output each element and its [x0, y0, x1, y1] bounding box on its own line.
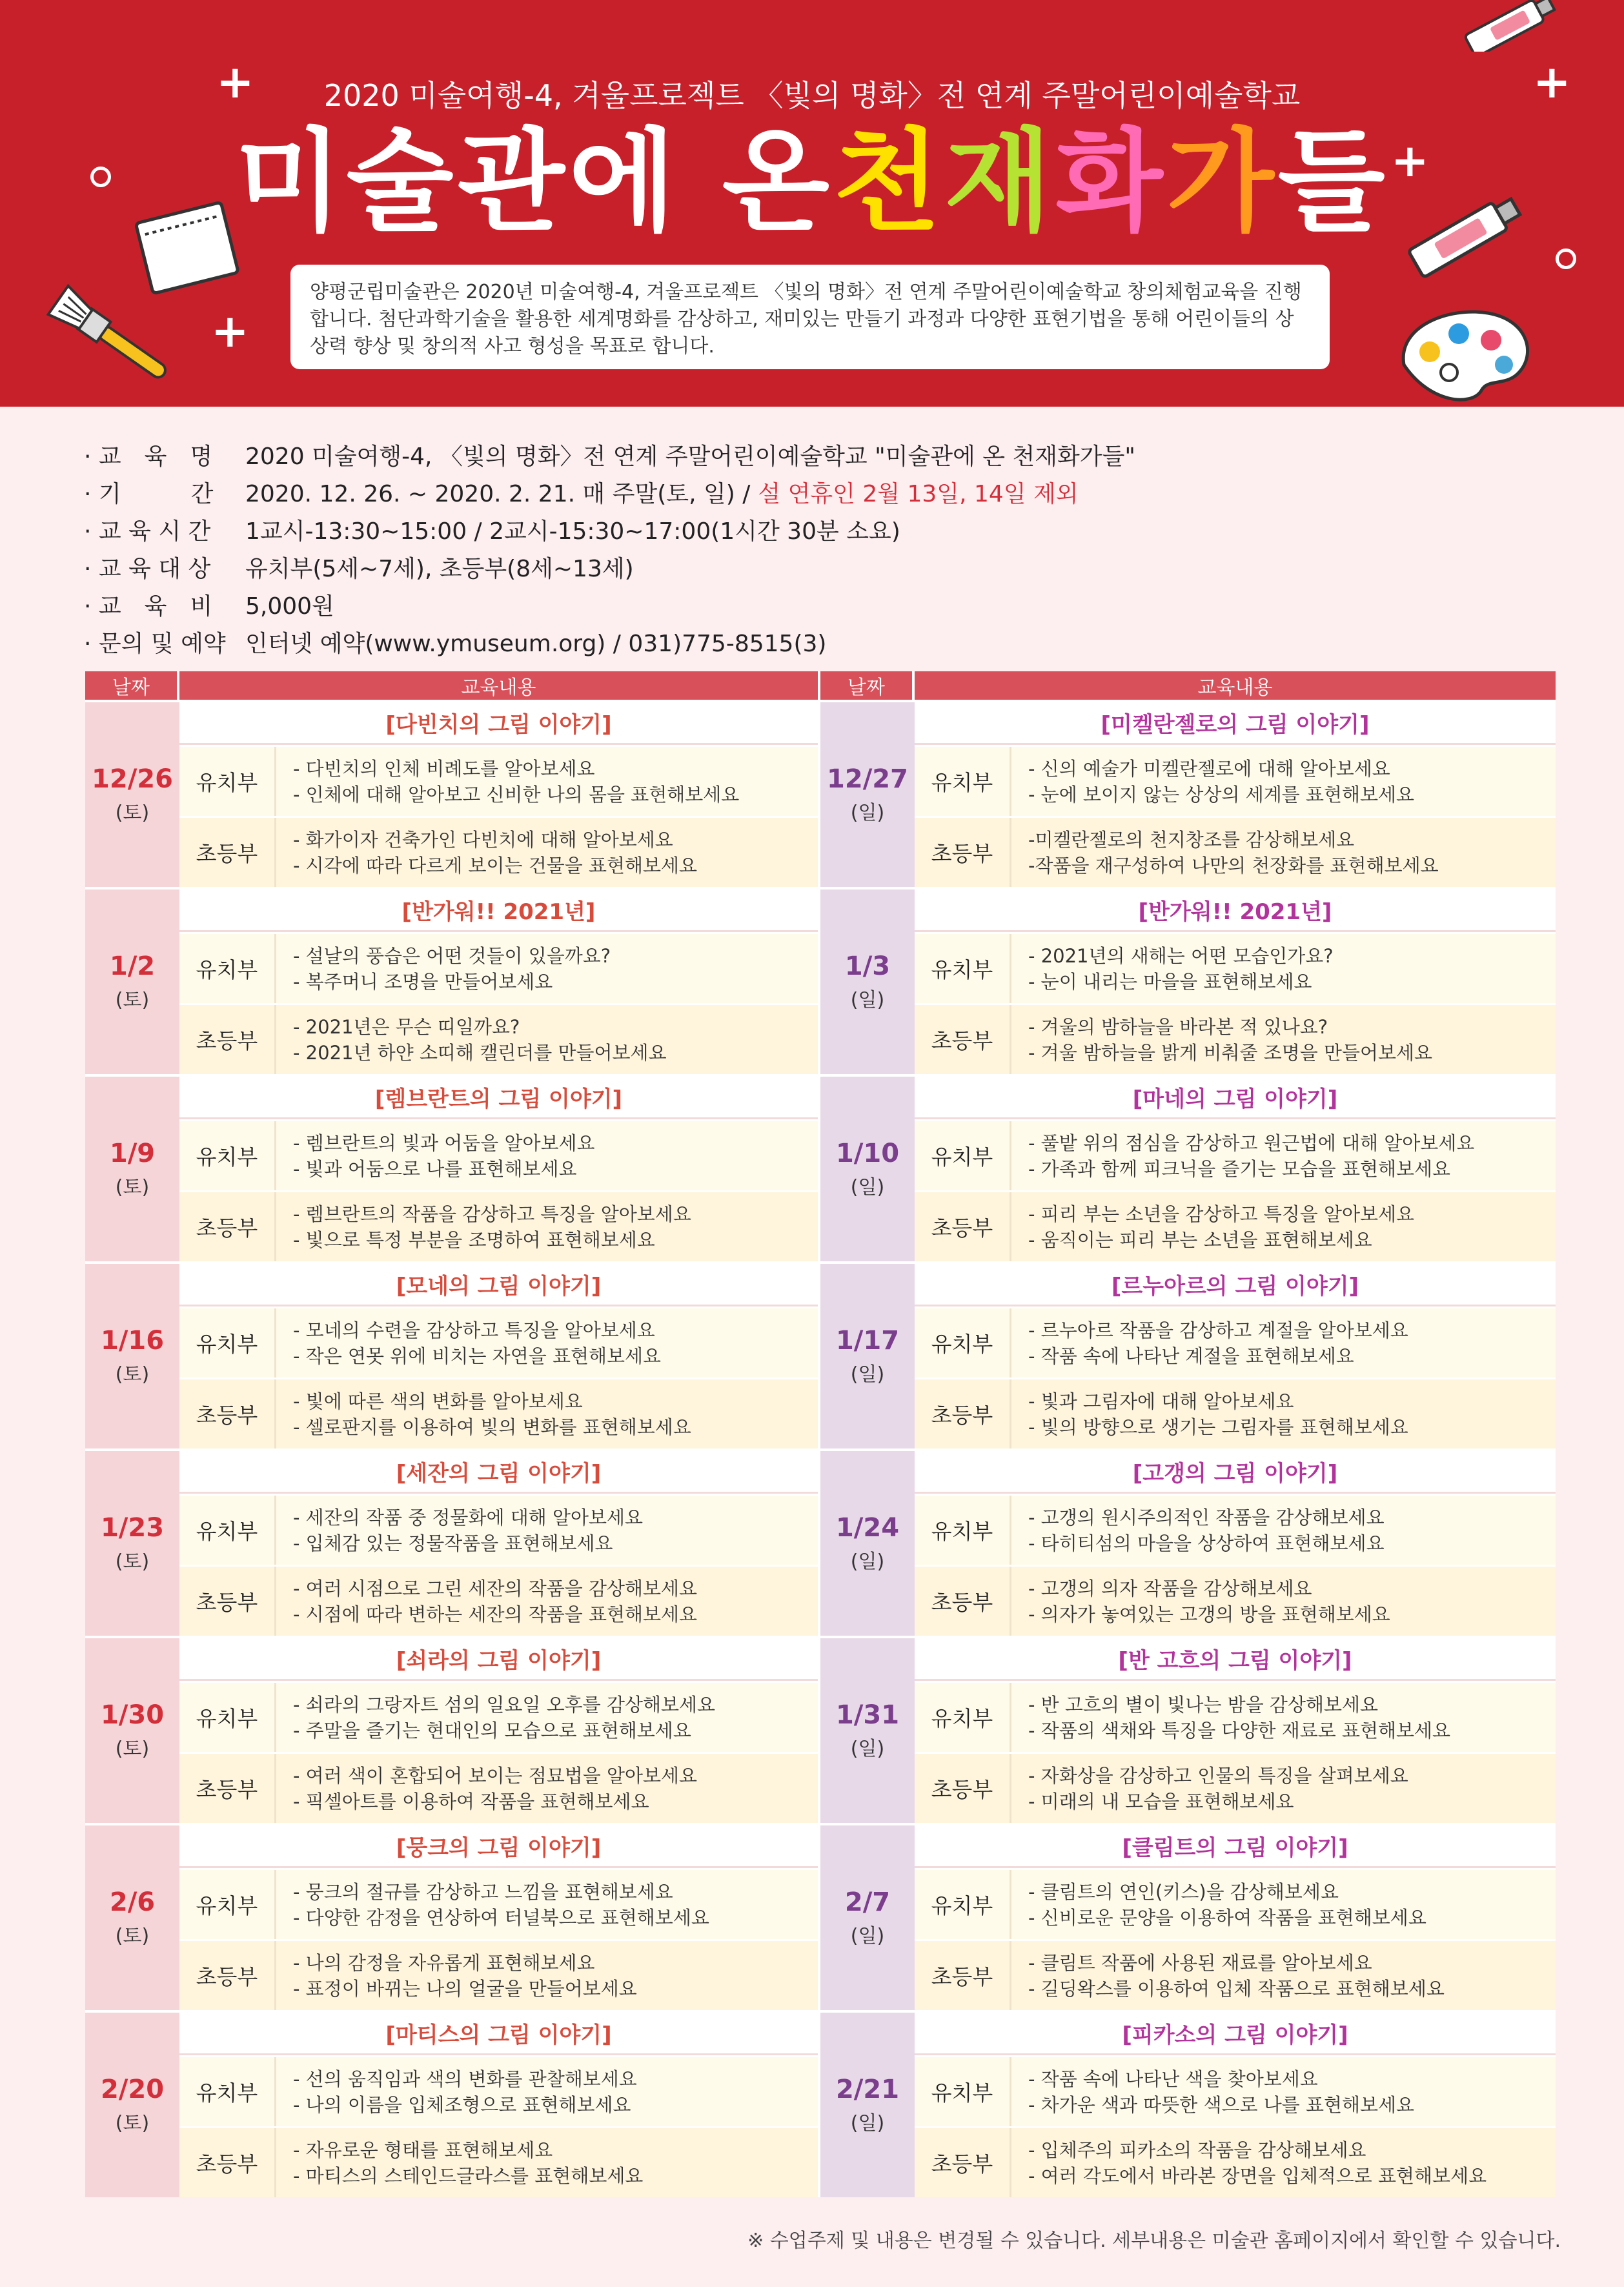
date-weekday: (토) — [115, 1363, 150, 1386]
session-topic: [피카소의 그림 이야기] — [915, 2013, 1556, 2055]
title-letter: 가 — [1166, 117, 1278, 247]
level-label: 초등부 — [915, 2128, 1011, 2197]
footnote: ※ 수업주제 및 내용은 변경될 수 있습니다. 세부내용은 미술관 홈페이지에서 확인할 수 있습니다. — [747, 2230, 1561, 2252]
content-cell — [179, 2013, 820, 2197]
activity-text — [276, 1567, 818, 1636]
activity-line: - 주말을 즐기는 현대인의 모습으로 표현해보세요 — [293, 1719, 691, 1742]
activity-line: - 나의 이름을 입체조형으로 표현해보세요 — [293, 2093, 631, 2116]
title-part1: 미술관에 온 — [235, 117, 833, 247]
level-label: 초등부 — [915, 818, 1011, 887]
info-row — [84, 511, 1135, 548]
activity-text — [1011, 1005, 1556, 1074]
activity-line: - 겨울 밤하늘을 밝게 비춰줄 조명을 만들어보세요 — [1028, 1041, 1433, 1064]
activity-line: - 반 고흐의 별이 빛나는 밤을 감상해보세요 — [1028, 1693, 1379, 1716]
level-label: 초등부 — [915, 1754, 1011, 1823]
elem-row — [179, 1377, 818, 1448]
date-number: 1/31 — [835, 1700, 900, 1730]
activity-line: - 여러 시점으로 그린 세잔의 작품을 감상해보세요 — [293, 1577, 698, 1600]
date-weekday: (일) — [850, 1363, 885, 1386]
level-label: 초등부 — [179, 2128, 276, 2197]
activity-text — [276, 2128, 818, 2197]
paint-tube-icon — [1452, 0, 1568, 52]
date-number: 1/10 — [835, 1139, 900, 1168]
activity-line: - 2021년은 무슨 띠일까요? — [293, 1015, 520, 1038]
activity-line: - 픽셀아트를 이용하여 작품을 표현해보세요 — [293, 1790, 649, 1813]
header-content: 교육내용 — [915, 671, 1556, 700]
activity-line: - 차가운 색과 따뜻한 색으로 나를 표현해보세요 — [1028, 2093, 1415, 2116]
kinder-row — [915, 1681, 1556, 1752]
info-value: 인터넷 예약(www.ymuseum.org) / 031)775-8515(3) — [245, 630, 827, 657]
activity-text — [1011, 2057, 1556, 2126]
activity-text — [276, 1683, 818, 1752]
activity-line: - 복주머니 조명을 만들어보세요 — [293, 970, 553, 993]
activity-text — [1011, 1683, 1556, 1752]
level-label: 유치부 — [179, 1308, 276, 1377]
content-cell — [915, 1077, 1556, 1261]
date-weekday: (일) — [850, 989, 885, 1011]
activity-text — [1011, 1567, 1556, 1636]
activity-line: - 작은 연못 위에 비치는 자연을 표현해보세요 — [293, 1345, 662, 1367]
header-date: 날짜 — [85, 671, 179, 700]
palette-icon — [1391, 300, 1539, 407]
level-label: 유치부 — [915, 1683, 1011, 1752]
session-topic: [클림트의 그림 이야기] — [915, 1825, 1556, 1868]
kinder-row — [179, 1494, 818, 1565]
level-label: 유치부 — [179, 2057, 276, 2126]
paintbrush-icon — [36, 271, 178, 394]
content-cell — [179, 889, 820, 1074]
content-cell — [179, 1077, 820, 1261]
activity-line: - 움직이는 피리 부는 소년을 표현해보세요 — [1028, 1228, 1372, 1251]
level-label: 초등부 — [179, 1941, 276, 2010]
table-body — [85, 700, 1556, 2197]
activity-text — [276, 1754, 818, 1823]
program-info — [84, 436, 1135, 660]
activity-line: - 미래의 내 모습을 표현해보세요 — [1028, 1790, 1294, 1813]
activity-text — [1011, 1379, 1556, 1448]
activity-line: - 뭉크의 절규를 감상하고 느낌을 표현해보세요 — [293, 1880, 673, 1903]
table-row — [85, 1261, 1556, 1448]
elem-row — [179, 1565, 818, 1636]
activity-text — [1011, 2128, 1556, 2197]
main-title — [0, 117, 1624, 247]
activity-text — [276, 747, 818, 816]
session-topic: [세잔의 그림 이야기] — [179, 1451, 818, 1494]
activity-line: - 인체에 대해 알아보고 신비한 나의 몸을 표현해보세요 — [293, 783, 740, 806]
info-value: 1교시-13:30~15:00 / 2교시-15:30~17:00(1시간 30분 소요) — [245, 518, 900, 545]
level-label: 유치부 — [179, 1870, 276, 1939]
activity-text — [276, 1496, 818, 1565]
level-label: 초등부 — [179, 1379, 276, 1448]
level-label: 유치부 — [915, 1496, 1011, 1565]
kinder-row — [179, 2055, 818, 2126]
table-row — [85, 1636, 1556, 1823]
activity-line: - 자화상을 감상하고 인물의 특징을 살펴보세요 — [1028, 1764, 1408, 1787]
date-cell — [820, 1825, 915, 2010]
activity-line: - 클림트의 연인(키스)을 감상해보세요 — [1028, 1880, 1339, 1903]
schedule-table — [85, 671, 1556, 2197]
title-colored — [833, 117, 1389, 247]
level-label: 초등부 — [915, 1192, 1011, 1261]
content-cell — [915, 1638, 1556, 1823]
elem-row — [179, 816, 818, 887]
intro-text: 양평군립미술관은 2020년 미술여행-4, 겨울프로젝트 〈빛의 명화〉전 연계 주말어린이예술학교 창의체험교육을 진행합니다. 첨단과학기술을 활용한 세계명화를 감상하고, 재미있는 만들기 과정과 다양한 표현기법을 통해 어린이들의 상상력 향상 및 창의적 사고 형성을 목표로 합니다. — [290, 265, 1330, 369]
activity-text — [276, 1379, 818, 1448]
table-header — [85, 671, 1556, 700]
session-topic: [고갱의 그림 이야기] — [915, 1451, 1556, 1494]
date-number: 1/17 — [835, 1326, 900, 1356]
activity-line: - 의자가 놓여있는 고갱의 방을 표현해보세요 — [1028, 1603, 1390, 1625]
activity-line: - 빛과 그림자에 대해 알아보세요 — [1028, 1390, 1294, 1412]
content-cell — [179, 702, 820, 887]
level-label: 유치부 — [179, 1683, 276, 1752]
date-number: 12/27 — [827, 764, 908, 794]
activity-line: - 눈에 보이지 않는 상상의 세계를 표현해보세요 — [1028, 783, 1415, 806]
date-cell — [85, 1451, 179, 1636]
date-weekday: (토) — [115, 1925, 150, 1947]
plus-decoration: + — [211, 305, 249, 358]
activity-text — [1011, 1754, 1556, 1823]
level-label: 유치부 — [915, 1121, 1011, 1190]
activity-line: - 2021년 하얀 소띠해 캘린더를 만들어보세요 — [293, 1041, 667, 1064]
info-row — [84, 473, 1135, 511]
session-topic: [모네의 그림 이야기] — [179, 1264, 818, 1306]
title-letter: 재 — [944, 117, 1056, 247]
activity-text — [1011, 934, 1556, 1003]
session-topic: [미켈란젤로의 그림 이야기] — [915, 702, 1556, 745]
activity-line: - 다양한 감정을 연상하여 터널북으로 표현해보세요 — [293, 1906, 709, 1929]
elem-row — [915, 1565, 1556, 1636]
activity-text — [276, 1870, 818, 1939]
kinder-row — [915, 1119, 1556, 1190]
date-cell — [85, 702, 179, 887]
activity-text — [1011, 1941, 1556, 2010]
info-row — [84, 585, 1135, 623]
kinder-row — [915, 2055, 1556, 2126]
activity-text — [276, 1308, 818, 1377]
elem-row — [915, 1003, 1556, 1074]
activity-line: - 세잔의 작품 중 정물화에 대해 알아보세요 — [293, 1506, 644, 1529]
activity-line: - 시각에 따라 다르게 보이는 건물을 표현해보세요 — [293, 854, 698, 877]
date-number: 12/26 — [92, 764, 173, 794]
activity-line: - 여러 색이 혼합되어 보이는 점묘법을 알아보세요 — [293, 1764, 698, 1787]
activity-line: -작품을 재구성하여 나만의 천장화를 표현해보세요 — [1028, 854, 1439, 877]
activity-text — [276, 1005, 818, 1074]
elem-row — [179, 1190, 818, 1261]
activity-line: - 눈이 내리는 마을을 표현해보세요 — [1028, 970, 1312, 993]
session-topic: [마티스의 그림 이야기] — [179, 2013, 818, 2055]
header-content: 교육내용 — [179, 671, 820, 700]
elem-row — [179, 1752, 818, 1823]
info-label: · 교 육 명 — [84, 443, 213, 470]
activity-line: - 자유로운 형태를 표현해보세요 — [293, 2139, 553, 2161]
activity-line: - 표정이 바뀌는 나의 얼굴을 만들어보세요 — [293, 1977, 637, 2000]
activity-line: - 겨울의 밤하늘을 바라본 적 있나요? — [1028, 1015, 1328, 1038]
date-cell — [85, 889, 179, 1074]
content-cell — [179, 1264, 820, 1448]
date-cell — [85, 1825, 179, 2010]
date-weekday: (토) — [115, 802, 150, 824]
elem-row — [915, 1190, 1556, 1261]
level-label: 유치부 — [915, 1870, 1011, 1939]
activity-line: - 쇠라의 그랑자트 섬의 일요일 오후를 감상해보세요 — [293, 1693, 716, 1716]
activity-line: - 설날의 풍습은 어떤 것들이 있을까요? — [293, 944, 611, 967]
activity-line: - 빛으로 특정 부분을 조명하여 표현해보세요 — [293, 1228, 655, 1251]
ring-decoration — [1556, 249, 1576, 269]
session-topic: [반 고흐의 그림 이야기] — [915, 1638, 1556, 1681]
level-label: 유치부 — [915, 1308, 1011, 1377]
content-cell — [179, 1451, 820, 1636]
content-cell — [915, 1264, 1556, 1448]
date-weekday: (일) — [850, 1550, 885, 1573]
level-label: 유치부 — [915, 934, 1011, 1003]
kinder-row — [179, 1306, 818, 1377]
activity-text — [1011, 1870, 1556, 1939]
date-cell — [820, 1077, 915, 1261]
activity-line: - 타히티섬의 마을을 상상하여 표현해보세요 — [1028, 1532, 1385, 1554]
plus-decoration: + — [216, 56, 254, 108]
date-weekday: (토) — [115, 1738, 150, 1760]
date-cell — [85, 2013, 179, 2197]
activity-line: - 다빈치의 인체 비례도를 알아보세요 — [293, 757, 595, 780]
date-weekday: (일) — [850, 1176, 885, 1199]
info-label: · 교 육 시 간 — [84, 518, 211, 545]
activity-text — [1011, 1121, 1556, 1190]
header-subtitle: 2020 미술여행-4, 겨울프로젝트 〈빛의 명화〉전 연계 주말어린이예술학교 — [323, 78, 1301, 113]
table-row — [85, 1448, 1556, 1636]
level-label: 초등부 — [179, 1754, 276, 1823]
kinder-row — [915, 1306, 1556, 1377]
level-label: 유치부 — [179, 1121, 276, 1190]
content-cell — [915, 1825, 1556, 2010]
activity-text — [1011, 818, 1556, 887]
content-cell — [179, 1825, 820, 2010]
date-number: 2/6 — [109, 1887, 156, 1917]
date-number: 1/16 — [100, 1326, 165, 1356]
activity-line: - 모네의 수련을 감상하고 특징을 알아보세요 — [293, 1319, 655, 1341]
info-value: 5,000원 — [245, 593, 334, 620]
title-letter: 들 — [1277, 117, 1389, 247]
table-row — [85, 1074, 1556, 1261]
level-label: 유치부 — [179, 747, 276, 816]
content-cell — [915, 889, 1556, 1074]
activity-text — [276, 2057, 818, 2126]
session-topic: [쇠라의 그림 이야기] — [179, 1638, 818, 1681]
activity-text — [276, 1121, 818, 1190]
session-topic: [반가워!! 2021년] — [179, 889, 818, 932]
activity-line: - 빛의 방향으로 생기는 그림자를 표현해보세요 — [1028, 1416, 1408, 1438]
activity-line: -미켈란젤로의 천지창조를 감상해보세요 — [1028, 828, 1355, 851]
info-row — [84, 548, 1135, 585]
date-number: 2/7 — [844, 1887, 891, 1917]
activity-line: - 2021년의 새해는 어떤 모습인가요? — [1028, 944, 1334, 967]
table-row — [85, 887, 1556, 1074]
date-number: 1/24 — [835, 1513, 900, 1543]
activity-text — [1011, 1308, 1556, 1377]
session-topic: [마네의 그림 이야기] — [915, 1077, 1556, 1119]
activity-text — [1011, 1192, 1556, 1261]
level-label: 초등부 — [179, 1005, 276, 1074]
session-topic: [렘브란트의 그림 이야기] — [179, 1077, 818, 1119]
activity-line: - 나의 감정을 자유롭게 표현해보세요 — [293, 1951, 595, 1974]
date-number: 1/30 — [100, 1700, 165, 1730]
date-cell — [820, 702, 915, 887]
elem-row — [915, 1752, 1556, 1823]
activity-line: - 빛에 따른 색의 변화를 알아보세요 — [293, 1390, 583, 1412]
session-topic: [르누아르의 그림 이야기] — [915, 1264, 1556, 1306]
kinder-row — [179, 1868, 818, 1939]
level-label: 초등부 — [915, 1005, 1011, 1074]
plus-decoration: + — [1533, 56, 1571, 108]
date-cell — [820, 1638, 915, 1823]
activity-line: - 작품 속에 나타난 색을 찾아보세요 — [1028, 2068, 1318, 2090]
info-label: · 교 육 대 상 — [84, 555, 211, 582]
info-label: · 교 육 비 — [84, 593, 213, 620]
activity-line: - 입체감 있는 정물작품을 표현해보세요 — [293, 1532, 613, 1554]
activity-text — [1011, 747, 1556, 816]
table-row — [85, 2010, 1556, 2197]
level-label: 유치부 — [915, 747, 1011, 816]
activity-text — [1011, 1496, 1556, 1565]
kinder-row — [915, 1868, 1556, 1939]
date-number: 1/3 — [844, 951, 891, 981]
info-value: 2020. 12. 26. ~ 2020. 2. 21. 매 주말(토, 일) / — [245, 480, 751, 507]
content-cell — [915, 1451, 1556, 1636]
date-weekday: (일) — [850, 1925, 885, 1947]
info-row — [84, 436, 1135, 473]
level-label: 초등부 — [915, 1941, 1011, 2010]
activity-line: - 빛과 어둠으로 나를 표현해보세요 — [293, 1157, 577, 1180]
activity-line: - 고갱의 의자 작품을 감상해보세요 — [1028, 1577, 1312, 1600]
kinder-row — [915, 745, 1556, 816]
kinder-row — [179, 745, 818, 816]
elem-row — [179, 1939, 818, 2010]
header-banner — [0, 0, 1624, 407]
date-number: 2/21 — [835, 2075, 900, 2104]
activity-line: - 르누아르 작품을 감상하고 계절을 알아보세요 — [1028, 1319, 1408, 1341]
date-weekday: (토) — [115, 2112, 150, 2135]
date-weekday: (토) — [115, 1550, 150, 1573]
date-weekday: (토) — [115, 989, 150, 1011]
date-number: 1/23 — [100, 1513, 165, 1543]
activity-line: - 가족과 함께 피크닉을 즐기는 모습을 표현해보세요 — [1028, 1157, 1451, 1180]
date-weekday: (일) — [850, 1738, 885, 1760]
level-label: 유치부 — [179, 1496, 276, 1565]
session-topic: [뭉크의 그림 이야기] — [179, 1825, 818, 1868]
info-note: 설 연휴인 2월 13일, 14일 제외 — [758, 480, 1079, 507]
info-label: · 기 간 — [84, 480, 214, 507]
date-number: 1/2 — [109, 951, 156, 981]
header-date: 날짜 — [820, 671, 915, 700]
activity-line: - 렘브란트의 빛과 어둠을 알아보세요 — [293, 1132, 595, 1154]
date-cell — [820, 1451, 915, 1636]
table-row — [85, 1823, 1556, 2010]
level-label: 초등부 — [179, 1567, 276, 1636]
date-weekday: (일) — [850, 2112, 885, 2135]
elem-row — [915, 1377, 1556, 1448]
content-cell — [915, 702, 1556, 887]
info-value: 2020 미술여행-4, 〈빛의 명화〉전 연계 주말어린이예술학교 "미술관에 온 천재화가들" — [245, 443, 1135, 470]
activity-line: - 작품 속에 나타난 계절을 표현해보세요 — [1028, 1345, 1354, 1367]
activity-line: - 피리 부는 소년을 감상하고 특징을 알아보세요 — [1028, 1203, 1415, 1225]
title-letter: 천 — [833, 117, 945, 247]
title-letter: 화 — [1055, 117, 1167, 247]
info-value: 유치부(5세~7세), 초등부(8세~13세) — [245, 555, 634, 582]
date-number: 1/9 — [109, 1139, 156, 1168]
level-label: 초등부 — [915, 1379, 1011, 1448]
activity-line: - 여러 각도에서 바라본 장면을 입체적으로 표현해보세요 — [1028, 2164, 1487, 2187]
activity-line: - 풀밭 위의 점심을 감상하고 원근법에 대해 알아보세요 — [1028, 1132, 1475, 1154]
elem-row — [179, 2126, 818, 2197]
date-cell — [820, 889, 915, 1074]
date-weekday: (일) — [850, 802, 885, 824]
activity-line: - 마티스의 스테인드글라스를 표현해보세요 — [293, 2164, 644, 2187]
activity-line: - 렘브란트의 작품을 감상하고 특징을 알아보세요 — [293, 1203, 691, 1225]
activity-text — [276, 934, 818, 1003]
activity-text — [276, 1192, 818, 1261]
info-row — [84, 623, 1135, 660]
level-label: 초등부 — [915, 1567, 1011, 1636]
activity-line: - 고갱의 원시주의적인 작품을 감상해보세요 — [1028, 1506, 1385, 1529]
kinder-row — [915, 1494, 1556, 1565]
date-weekday: (토) — [115, 1176, 150, 1199]
date-cell — [85, 1264, 179, 1448]
info-label: · 문의 및 예약 — [84, 630, 226, 657]
kinder-row — [179, 1119, 818, 1190]
kinder-row — [179, 1681, 818, 1752]
activity-text — [276, 1941, 818, 2010]
content-cell — [179, 1638, 820, 1823]
table-row — [85, 700, 1556, 887]
date-number: 2/20 — [100, 2075, 165, 2104]
level-label: 유치부 — [915, 2057, 1011, 2126]
elem-row — [179, 1003, 818, 1074]
activity-line: - 셀로판지를 이용하여 빛의 변화를 표현해보세요 — [293, 1416, 691, 1438]
kinder-row — [915, 932, 1556, 1003]
elem-row — [915, 2126, 1556, 2197]
level-label: 초등부 — [179, 1192, 276, 1261]
elem-row — [915, 816, 1556, 887]
activity-line: - 시점에 따라 변하는 세잔의 작품을 표현해보세요 — [293, 1603, 698, 1625]
activity-line: - 화가이자 건축가인 다빈치에 대해 알아보세요 — [293, 828, 673, 851]
activity-line: - 신의 예술가 미켈란젤로에 대해 알아보세요 — [1028, 757, 1390, 780]
level-label: 유치부 — [179, 934, 276, 1003]
activity-line: - 신비로운 문양을 이용하여 작품을 표현해보세요 — [1028, 1906, 1426, 1929]
activity-line: - 작품의 색채와 특징을 다양한 재료로 표현해보세요 — [1028, 1719, 1451, 1742]
date-cell — [820, 2013, 915, 2197]
activity-line: - 입체주의 피카소의 작품을 감상해보세요 — [1028, 2139, 1366, 2161]
level-label: 초등부 — [179, 818, 276, 887]
plus-decoration: + — [1391, 134, 1429, 187]
content-cell — [915, 2013, 1556, 2197]
date-cell — [85, 1077, 179, 1261]
activity-line: - 클림트 작품에 사용된 재료를 알아보세요 — [1028, 1951, 1372, 1974]
activity-line: - 선의 움직임과 색의 변화를 관찰해보세요 — [293, 2068, 637, 2090]
date-cell — [820, 1264, 915, 1448]
elem-row — [915, 1939, 1556, 2010]
session-topic: [다빈치의 그림 이야기] — [179, 702, 818, 745]
kinder-row — [179, 932, 818, 1003]
session-topic: [반가워!! 2021년] — [915, 889, 1556, 932]
activity-text — [276, 818, 818, 887]
date-cell — [85, 1638, 179, 1823]
activity-line: - 길딩왁스를 이용하여 입체 작품으로 표현해보세요 — [1028, 1977, 1445, 2000]
